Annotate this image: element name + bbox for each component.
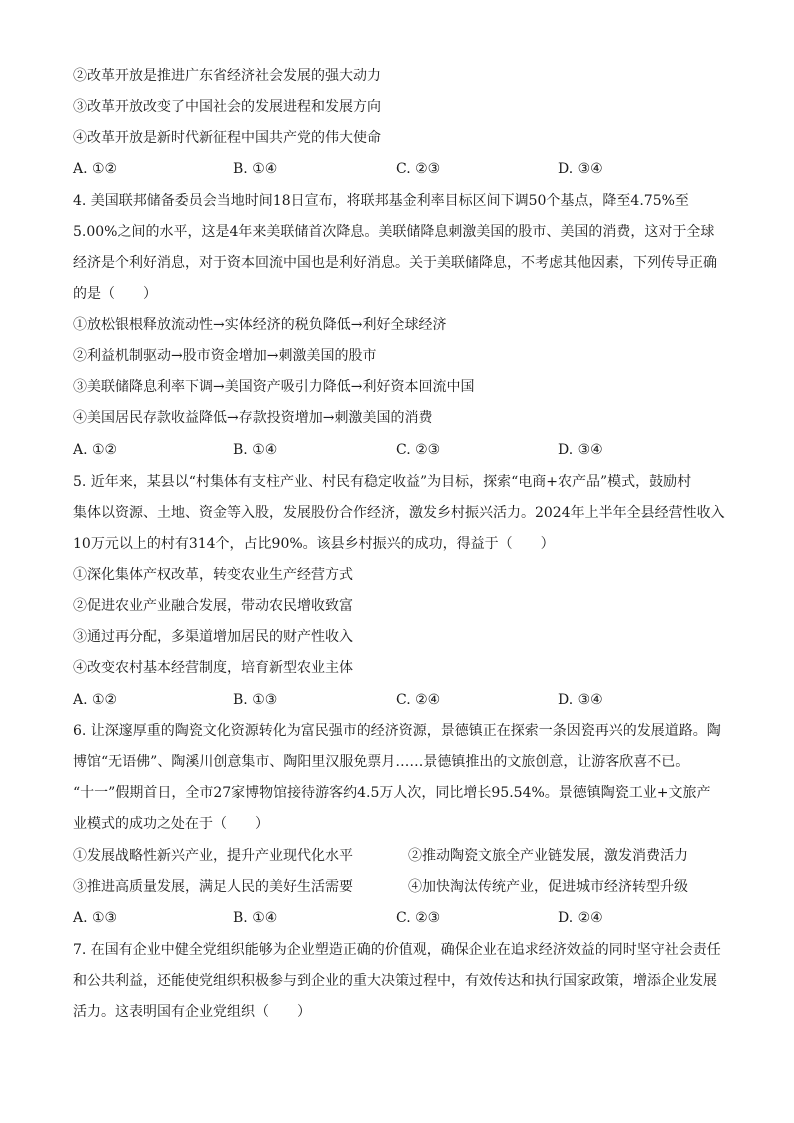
q5-option-d[interactable]: D. ③④ (558, 692, 603, 708)
q6-option-b[interactable]: B. ①④ (233, 910, 278, 926)
q5-option-b[interactable]: B. ①③ (233, 692, 278, 708)
q3-statement-2: ②改革开放是推进广东省经济社会发展的强大动力 (73, 68, 381, 84)
q4-option-c[interactable]: C. ②③ (396, 442, 441, 458)
q6-statement-2: ②推动陶瓷文旅全产业链发展，激发消费活力 (408, 848, 688, 864)
q4-option-d[interactable]: D. ③④ (558, 442, 603, 458)
q6-stem-line: “十一”假期首日，全市27家博物馆接待游客约4.5万人次，同比增长95.54%。景德镇陶瓷工业+文旅产 (73, 785, 711, 801)
q5-stem-line: 集体以资源、土地、资金等入股，发展股份合作经济，激发乡村振兴活力。2024年上半年全县经营性收入 (73, 505, 725, 521)
q5-statement-1: ①深化集体产权改革，转变农业生产经营方式 (73, 567, 353, 583)
q4-statement-3: ③美联储降息利率下调→美国资产吸引力降低→利好资本回流中国 (73, 379, 475, 395)
q4-option-a[interactable]: A. ①② (73, 442, 118, 458)
q3-option-c[interactable]: C. ②③ (396, 161, 441, 177)
q4-statement-4: ④美国居民存款收益降低→存款投资增加→刺激美国的消费 (73, 410, 433, 426)
q4-option-b[interactable]: B. ①④ (233, 442, 278, 458)
q6-option-d[interactable]: D. ②④ (558, 910, 603, 926)
q6-stem-line: 博馆“无语佛”、陶溪川创意集市、陶阳里汉服免票月……景德镇推出的文旅创意，让游客欣喜不已。 (73, 754, 690, 770)
q3-option-d[interactable]: D. ③④ (558, 161, 603, 177)
q3-option-a[interactable]: A. ①② (73, 161, 118, 177)
q7-stem-line: 和公共利益，还能使党组织积极参与到企业的重大决策过程中，有效传达和执行国家政策，增添企业发展 (73, 973, 717, 989)
q6-stem-line: 6. 让深邃厚重的陶瓷文化资源转化为富民强市的经济资源，景德镇正在探索一条因瓷再兴的发展道路。陶 (73, 723, 721, 739)
q5-statement-4: ④改变农村基本经营制度，培育新型农业主体 (73, 660, 353, 676)
q6-statement-1: ①发展战略性新兴产业，提升产业现代化水平 (73, 848, 353, 864)
q4-stem-line: 5.00%之间的水平，这是4年来美联储首次降息。美联储降息刺激美国的股市、美国的消费，这对于全球 (73, 224, 715, 240)
q4-stem-line: 经济是个利好消息，对于资本回流中国也是利好消息。关于美联储降息，不考虑其他因素，下列传导正确 (73, 255, 717, 271)
q6-option-a[interactable]: A. ①③ (73, 910, 118, 926)
q5-option-a[interactable]: A. ①② (73, 692, 118, 708)
q3-option-b[interactable]: B. ①④ (233, 161, 278, 177)
q3-statement-4: ④改革开放是新时代新征程中国共产党的伟大使命 (73, 130, 381, 146)
q3-statement-3: ③改革开放改变了中国社会的发展进程和发展方向 (73, 99, 381, 115)
q7-stem-line: 活力。这表明国有企业党组织（ ） (73, 1004, 311, 1020)
q5-statement-2: ②促进农业产业融合发展，带动农民增收致富 (73, 598, 353, 614)
q4-stem-line: 的是（ ） (73, 286, 157, 302)
q4-statement-2: ②利益机制驱动→股市资金增加→刺激美国的股市 (73, 348, 377, 364)
q5-stem-line: 5. 近年来，某县以“村集体有支柱产业、村民有稳定收益”为目标，探索“电商+农产品”模式，鼓励村 (73, 474, 692, 490)
q7-stem-line: 7. 在国有企业中健全党组织能够为企业塑造正确的价值观，确保企业在追求经济效益的同时坚守社会责任 (73, 942, 721, 958)
q5-option-c[interactable]: C. ②④ (396, 692, 441, 708)
q6-statement-4: ④加快淘汰传统产业，促进城市经济转型升级 (408, 879, 688, 895)
q6-statement-3: ③推进高质量发展，满足人民的美好生活需要 (73, 879, 353, 895)
q4-stem-line: 4. 美国联邦储备委员会当地时间18日宣布，将联邦基金利率目标区间下调50个基点，降至4.75%至 (73, 193, 689, 209)
q5-stem-line: 10万元以上的村有314个，占比90%。该县乡村振兴的成功，得益于（ ） (73, 536, 555, 552)
q6-stem-line: 业模式的成功之处在于（ ） (73, 816, 269, 832)
q5-statement-3: ③通过再分配，多渠道增加居民的财产性收入 (73, 629, 353, 645)
q6-option-c[interactable]: C. ②③ (396, 910, 441, 926)
q4-statement-1: ①放松银根释放流动性→实体经济的税负降低→利好全球经济 (73, 317, 447, 333)
